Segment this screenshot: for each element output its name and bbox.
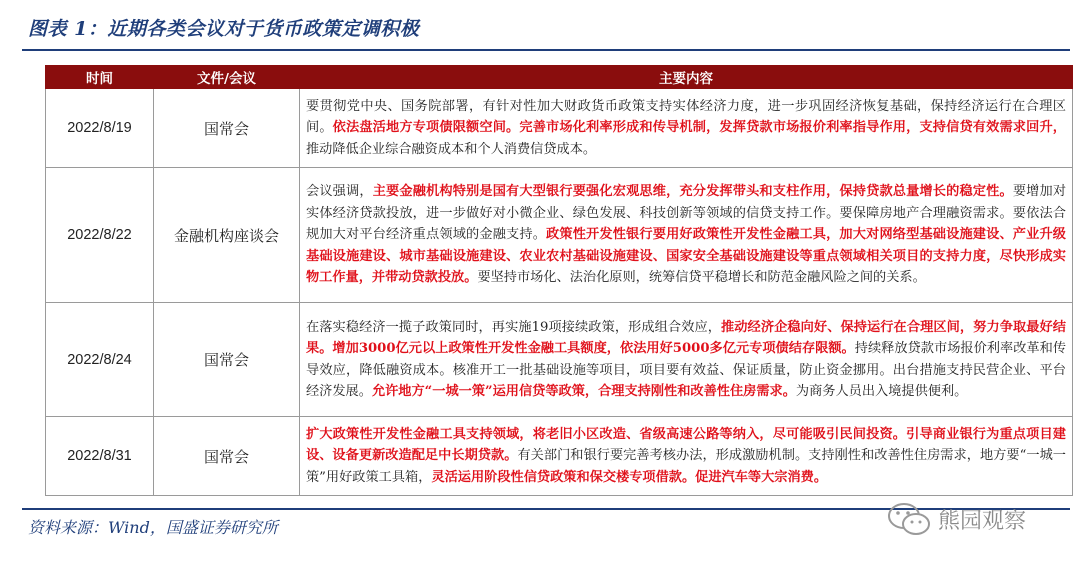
highlight-text: 允许地方“一城一策”运用信贷等政策，合理支持刚性和改善性住房需求。	[371, 384, 796, 399]
row-meeting: 金融机构座谈会	[154, 168, 300, 303]
body-text: 要贯彻党中央、国务院部署，有针对性加大财政货币政策支持实体经济力度，进一步巩固经济恢复基础，保持经济运行在合理区间。	[306, 98, 1066, 136]
body-text: 在落实稳经济一揽子政策同时，再实施19项接续政策，形成组合效应，	[306, 319, 722, 335]
table-header-row	[46, 66, 1073, 89]
highlight-text: 扩大政策性开发性金融工具支持领域，将老旧小区改造、省级高速公路等纳入，尽可能吸引民间投资。引导商业银行为重点项目建设、设备更新改造配足中长期贷款。	[306, 426, 1066, 464]
row-date: 2022/8/19	[46, 89, 154, 168]
row-meeting: 国常会	[154, 303, 300, 417]
row-meeting: 国常会	[154, 89, 300, 168]
header-meeting: 文件/会议	[154, 66, 300, 89]
highlight-text: 推动经济企稳向好、保持运行在合理区间，努力争取最好结果。增加3000亿元以上政策性开发性金融工具额度，依法用好5000多亿元专项债结存限额。	[306, 319, 1066, 356]
body-text: 要坚持市场化、法治化原则，统筹信贷平稳增长和防范金融风险之间的关系。	[477, 270, 926, 286]
row-content	[300, 168, 1073, 303]
highlight-text: 依法盘活地方专项债限额空间。完善市场化利率形成和传导机制，发挥贷款市场报价利率指导作用，支持信贷有效需求回升，	[332, 120, 1066, 136]
body-text: 有关部门和银行要完善考核办法，形成激励机制。支持刚性和改善性住房需求，地方要“一城一策”用好政策工具箱，	[306, 448, 1066, 485]
highlight-text: 主要金融机构特别是国有大型银行要强化宏观思维，充分发挥带头和支柱作用，保持贷款总量增长的稳定性。	[372, 184, 1013, 200]
table-row	[46, 89, 1073, 168]
body-text: 要增加对实体经济贷款投放，进一步做好对小微企业、绿色发展、科技创新等领域的信贷支持工作。要保障房地产合理融资需求。要依法合规加大对平台经济重点领域的金融支持。	[306, 184, 1067, 243]
policy-table-container	[45, 65, 1072, 496]
watermark	[886, 500, 1026, 538]
row-content	[300, 89, 1073, 168]
highlight-text: 政策性开发性银行要用好政策性开发性金融工具，加大对网络型基础设施建设、产业升级基础设施建设、城市基础设施建设、农业农村基础设施建设、国家安全基础设施建设等重点领域相关项目的支持力度，尽快形成实物工作量，并带动贷款投放。	[306, 227, 1066, 286]
policy-table	[45, 65, 1073, 496]
row-content	[300, 417, 1073, 496]
body-text: 会议强调，	[306, 184, 373, 200]
table-body	[46, 89, 1073, 496]
body-text: 推动降低企业综合融资成本和个人消费信贷成本。	[306, 141, 597, 157]
watermark-text: 熊园观察	[938, 508, 1027, 534]
header-date: 时间	[46, 66, 154, 89]
body-text: 持续释放贷款市场报价利率改革和传导效应，降低融资成本。核准开工一批基础设施等项目，项目要有效益、保证质量，防止资金挪用。出台措施支持民营企业、平台经济发展。	[306, 341, 1067, 399]
body-text: 为商务人员出入境提供便利。	[795, 384, 968, 399]
source-note: 资料来源：Wind，国盛证券研究所	[28, 518, 278, 537]
wechat-icon	[886, 500, 932, 538]
row-date: 2022/8/31	[46, 417, 154, 496]
title-divider	[22, 49, 1070, 51]
header-content: 主要内容	[300, 66, 1073, 89]
row-date: 2022/8/24	[46, 303, 154, 417]
table-row	[46, 303, 1073, 417]
row-content	[300, 303, 1073, 417]
table-row	[46, 168, 1073, 303]
table-row	[46, 417, 1073, 496]
figure-title: 图表 1：近期各类会议对于货币政策定调积极	[28, 18, 420, 40]
highlight-text: 灵活运用阶段性信贷政策和保交楼专项借款。促进汽车等大宗消费。	[431, 469, 828, 485]
row-date: 2022/8/22	[46, 168, 154, 303]
row-meeting: 国常会	[154, 417, 300, 496]
